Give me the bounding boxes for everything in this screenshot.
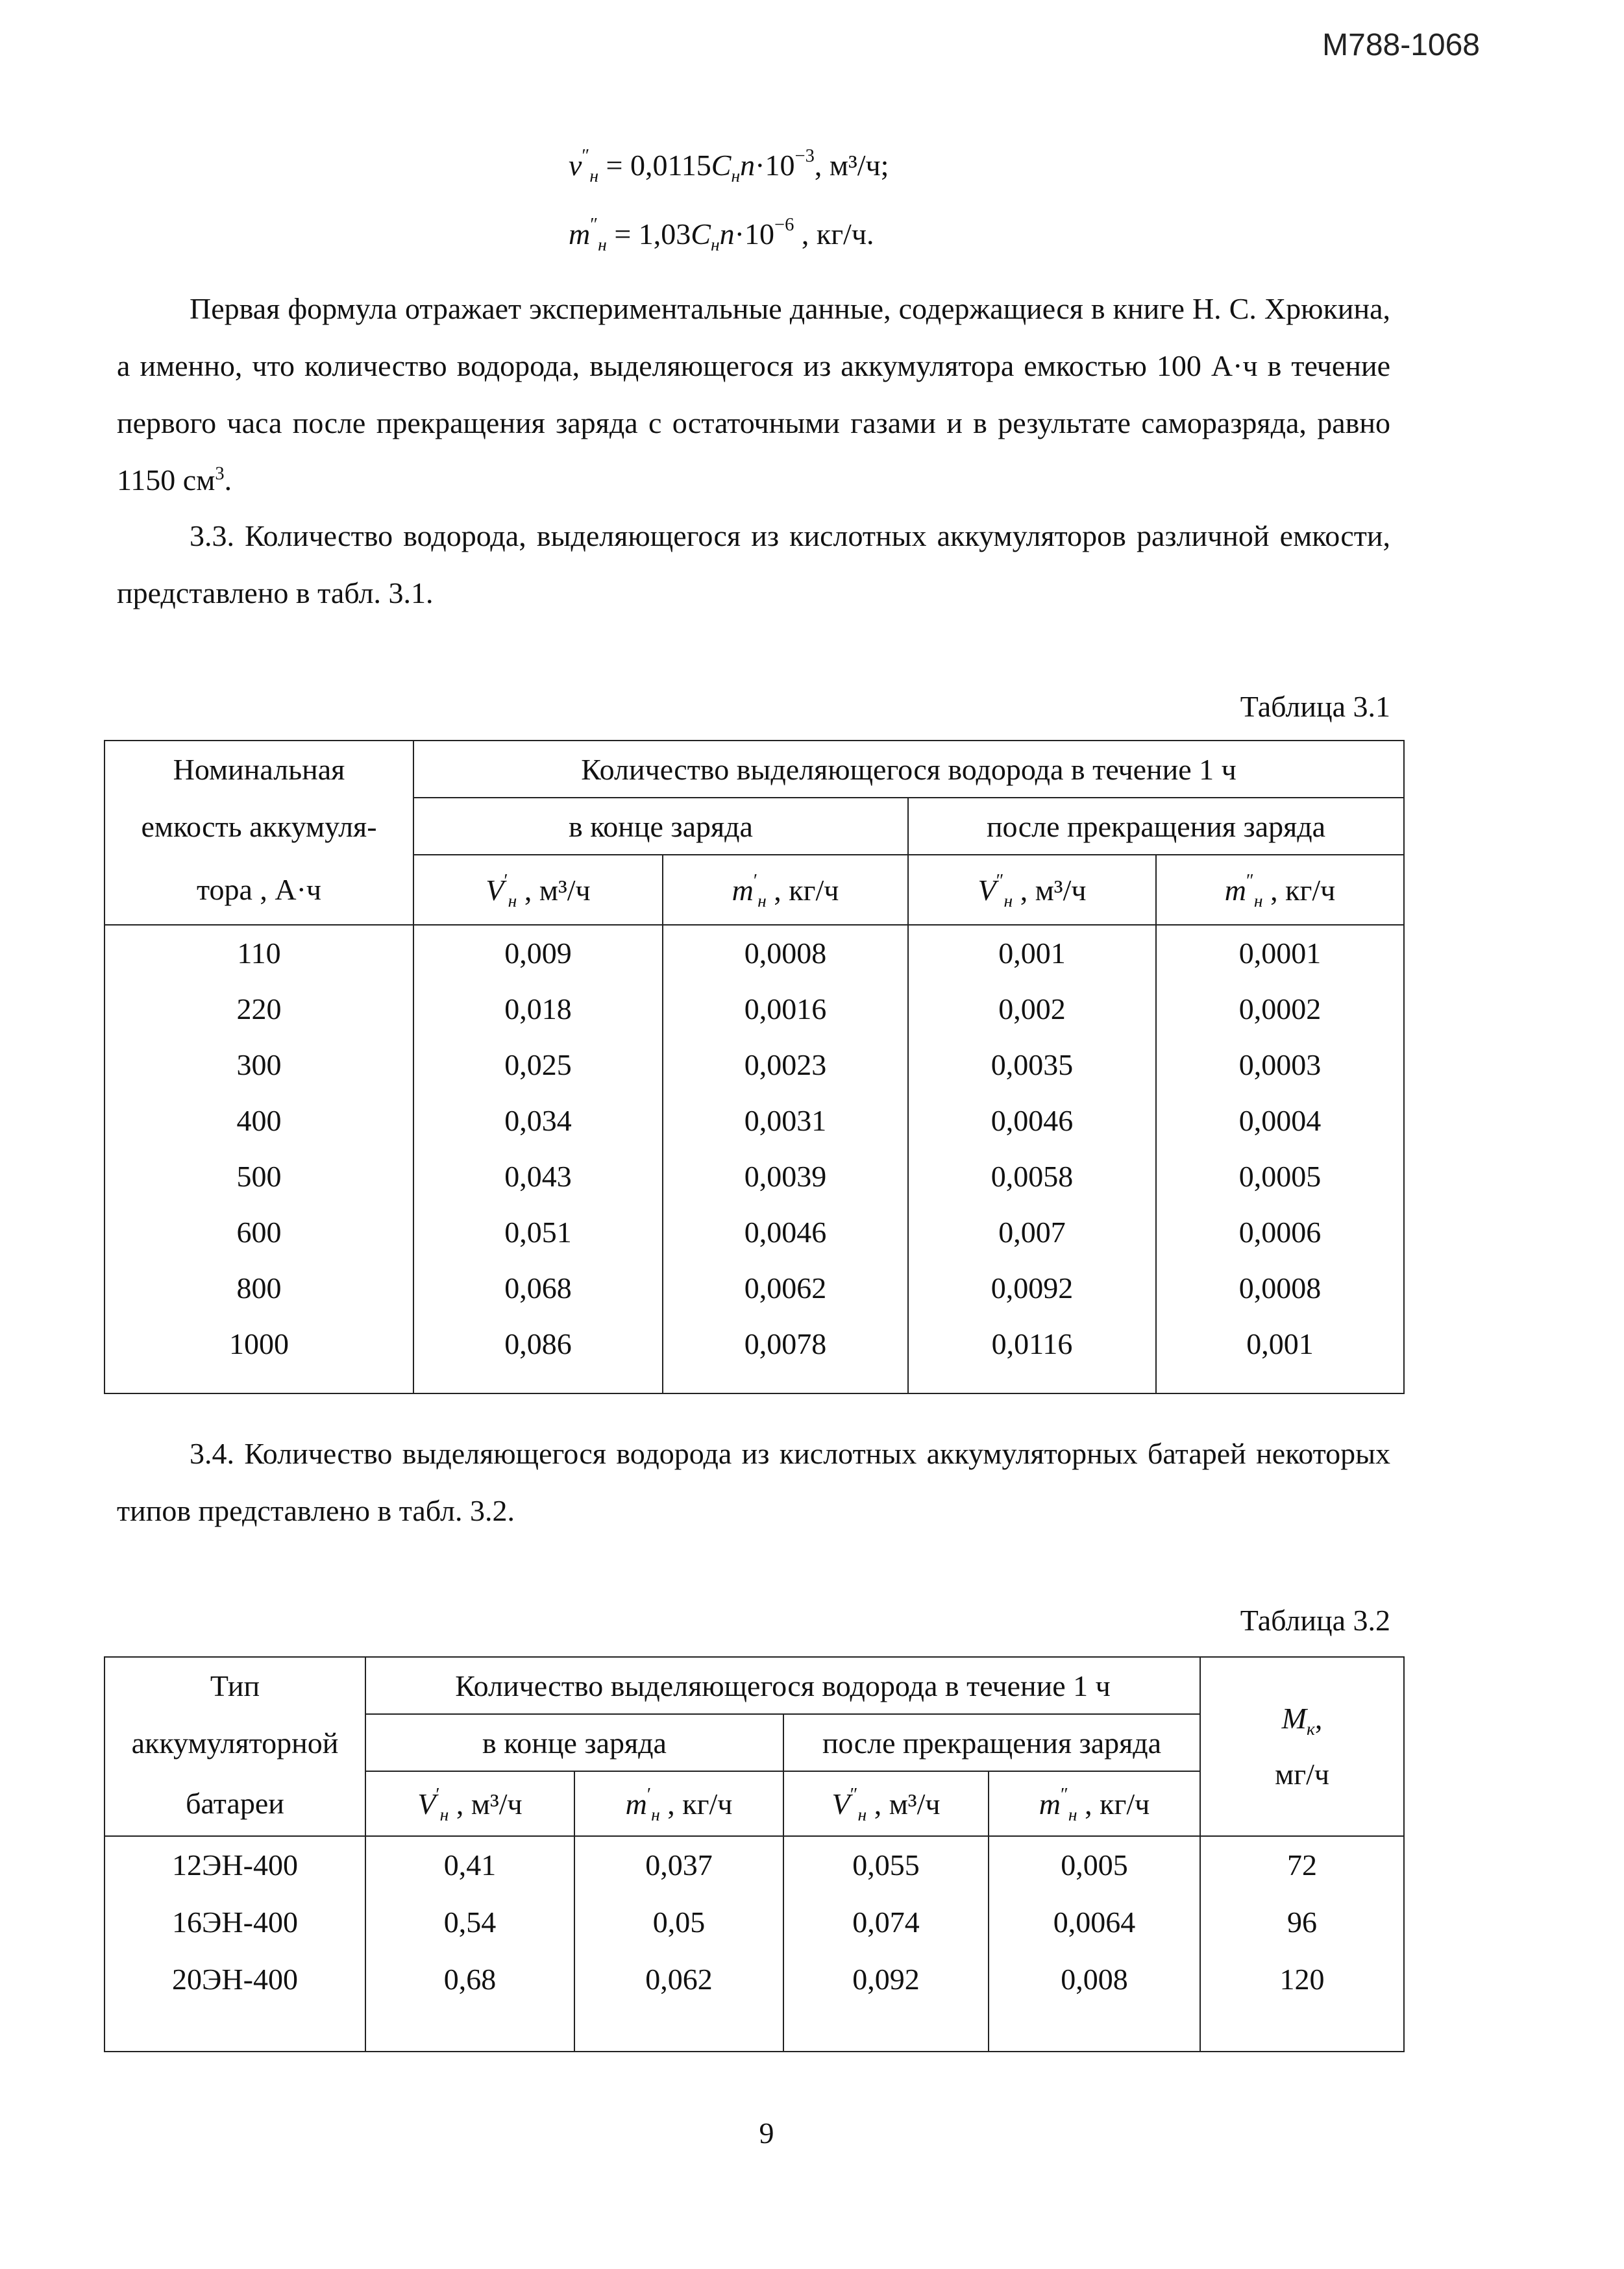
table-1-cell: 0,0005 xyxy=(1156,1148,1404,1204)
table-1-cell: 0,002 xyxy=(908,981,1156,1036)
formula-1-lhs-sub: н xyxy=(589,166,599,186)
table-2-cell: 0,54 xyxy=(365,1893,574,1950)
table-1-cell: 0,0046 xyxy=(908,1092,1156,1148)
table-1-cell: 600 xyxy=(105,1204,413,1260)
formula-2-lhs: m xyxy=(569,217,591,251)
formula-1-c-sub: н xyxy=(731,166,741,186)
table-1-cell: 0,0016 xyxy=(663,981,908,1036)
table-2-row xyxy=(105,1950,1404,2007)
table-1-padding-cell xyxy=(663,1371,908,1393)
table-1-cell: 0,034 xyxy=(413,1092,663,1148)
table-1-cell: 0,0008 xyxy=(1156,1260,1404,1316)
table-2-padding-row xyxy=(105,2007,1404,2052)
table-2-head-last-unit: мг/ч xyxy=(1275,1758,1329,1791)
formula-2 xyxy=(569,215,874,255)
table-1-row xyxy=(105,1036,1404,1092)
table-1-cell: 110 xyxy=(105,925,413,981)
table-2-head-col0-line3: батареи xyxy=(105,1771,365,1836)
table-1-cell: 500 xyxy=(105,1148,413,1204)
table-2-head-last-sym: $M_к$, xyxy=(1281,1702,1323,1739)
formula-1-lhs-sup: ″ xyxy=(582,146,590,167)
table-1-cell: 0,001 xyxy=(908,925,1156,981)
paragraph-2: 3.3. Количество водорода, выделяющегося из кислотных аккумуляторов различной емкости, представлено в табл. 3.1. xyxy=(117,519,1390,609)
table-2-head-last xyxy=(1200,1657,1404,1836)
table-2-cell: 0,008 xyxy=(989,1950,1200,2007)
table-1-cell: 0,007 xyxy=(908,1204,1156,1260)
formula-1-c: C xyxy=(711,149,732,182)
table-1-cell: 0,0062 xyxy=(663,1260,908,1316)
table-1-cell: 0,0006 xyxy=(1156,1204,1404,1260)
table-2-cell: 0,092 xyxy=(783,1950,989,2007)
table-1-cell: 0,0116 xyxy=(908,1316,1156,1371)
table-2-head-group1: в конце заряда xyxy=(365,1714,783,1771)
table-2-title: Таблица 3.2 xyxy=(1240,1604,1390,1637)
table-1-head-group2: после прекращения заряда xyxy=(908,798,1404,855)
table-2-head-group2: после прекращения заряда xyxy=(783,1714,1200,1771)
table-2-cell: 0,074 xyxy=(783,1893,989,1950)
formula-2-mult: ·10 xyxy=(734,217,774,251)
table-1-row xyxy=(105,1316,1404,1371)
table-1-cell: 0,0002 xyxy=(1156,981,1404,1036)
table-1-head-col0-line3: тора , А·ч xyxy=(105,855,413,925)
table-1-cell: 0,0003 xyxy=(1156,1036,1404,1092)
formula-2-n: n xyxy=(719,217,735,251)
table-1-cell: 0,0058 xyxy=(908,1148,1156,1204)
formula-2-lhs-sub: н xyxy=(598,234,607,255)
paragraph-1-sup: 3 xyxy=(215,463,225,484)
formula-1-pow: −3 xyxy=(794,146,815,167)
table-2-head-col0-line1: Тип xyxy=(105,1657,365,1714)
table-2-cell: 20ЭН-400 xyxy=(105,1950,365,2007)
formula-1-n: n xyxy=(740,149,756,182)
table-2-body xyxy=(105,1836,1404,2052)
page-number: 9 xyxy=(759,2116,774,2150)
table-1-subhead-2: $m'_н$ , кг/ч xyxy=(663,855,908,925)
table-2-cell: 0,005 xyxy=(989,1836,1200,1893)
table-1-subhead-3: $V''_н$ , м³/ч xyxy=(908,855,1156,925)
table-1-cell: 800 xyxy=(105,1260,413,1316)
table-1-cell: 0,068 xyxy=(413,1260,663,1316)
table-1-subhead-4: $m''_н$ , кг/ч xyxy=(1156,855,1404,925)
formula-1-unit: , м³/ч; xyxy=(814,149,889,182)
table-1-cell: 0,018 xyxy=(413,981,663,1036)
table-2-padding-cell xyxy=(574,2007,783,2052)
table-1-row xyxy=(105,1260,1404,1316)
table-2-padding-cell xyxy=(783,2007,989,2052)
formula-2-coef: = 1,03 xyxy=(606,217,691,251)
paragraph-1 xyxy=(117,280,1390,509)
table-2-cell: 0,41 xyxy=(365,1836,574,1893)
table-1-cell: 0,086 xyxy=(413,1316,663,1371)
table-1-subhead-1: $V'_н$ , м³/ч xyxy=(413,855,663,925)
table-2-row xyxy=(105,1836,1404,1893)
table-2 xyxy=(104,1656,1405,2052)
table-1-row xyxy=(105,1148,1404,1204)
table-1-cell: 0,0031 xyxy=(663,1092,908,1148)
paragraph-1-end: . xyxy=(224,463,232,497)
table-1-head-col0-line2: емкость аккумуля- xyxy=(105,798,413,855)
table-1-row xyxy=(105,925,1404,981)
table-2-padding-cell xyxy=(105,2007,365,2052)
table-2-padding-cell xyxy=(989,2007,1200,2052)
table-1-cell: 0,0004 xyxy=(1156,1092,1404,1148)
table-2-cell: 0,055 xyxy=(783,1836,989,1893)
formula-2-pow: −6 xyxy=(774,215,794,236)
table-2-cell: 12ЭН-400 xyxy=(105,1836,365,1893)
table-1-padding-cell xyxy=(1156,1371,1404,1393)
table-2-subhead-4: $m''_н$ , кг/ч xyxy=(989,1771,1200,1836)
table-2-cell: 0,062 xyxy=(574,1950,783,2007)
table-1-cell: 0,0078 xyxy=(663,1316,908,1371)
formula-2-unit: , кг/ч. xyxy=(794,217,874,251)
table-2-cell: 0,05 xyxy=(574,1893,783,1950)
formula-2-lhs-sup: ″ xyxy=(590,215,598,236)
table-1-row xyxy=(105,1092,1404,1148)
table-1 xyxy=(104,740,1405,1394)
table-1-cell: 220 xyxy=(105,981,413,1036)
table-1-padding-cell xyxy=(105,1371,413,1393)
table-1-title: Таблица 3.1 xyxy=(1240,690,1390,723)
table-1-cell: 400 xyxy=(105,1092,413,1148)
table-1-cell: 0,0023 xyxy=(663,1036,908,1092)
table-2-cell: 0,037 xyxy=(574,1836,783,1893)
table-1-cell: 0,025 xyxy=(413,1036,663,1092)
table-1-cell: 1000 xyxy=(105,1316,413,1371)
paragraph-1-text: Первая формула отражает экспериментальные данные, содержащиеся в книге Н. С. Хрюкина, а именно, что количество водорода, выделяющегося из аккумулятора емкостью 100 А·ч в течение первого часа после прекращения заряда с остаточными газами и в результате саморазряда, равно 1150 см xyxy=(117,292,1390,497)
table-2-cell: 0,68 xyxy=(365,1950,574,2007)
document-code: М788-1068 xyxy=(1322,28,1480,62)
table-1-cell: 0,0092 xyxy=(908,1260,1156,1316)
table-1-padding-cell xyxy=(413,1371,663,1393)
table-1-body xyxy=(105,925,1404,1393)
table-1-row xyxy=(105,1204,1404,1260)
table-1-padding-row xyxy=(105,1371,1404,1393)
table-2-subhead-1: $V'_н$ , м³/ч xyxy=(365,1771,574,1836)
table-2-cell: 72 xyxy=(1200,1836,1404,1893)
table-2-subhead-3: $V''_н$ , м³/ч xyxy=(783,1771,989,1836)
formula-2-c: C xyxy=(691,217,711,251)
table-2-row xyxy=(105,1893,1404,1950)
table-1-cell: 0,043 xyxy=(413,1148,663,1204)
table-2-padding-cell xyxy=(365,2007,574,2052)
table-2-head-col0-line2: аккумуляторной xyxy=(105,1714,365,1771)
table-2-padding-cell xyxy=(1200,2007,1404,2052)
table-1-head-main: Количество выделяющегося водорода в течение 1 ч xyxy=(413,741,1404,798)
formula-1-mult: ·10 xyxy=(755,149,795,182)
table-1-row xyxy=(105,981,1404,1036)
table-2-cell: 16ЭН-400 xyxy=(105,1893,365,1950)
table-2-subhead-2: $m'_н$ , кг/ч xyxy=(574,1771,783,1836)
table-2-head-main: Количество выделяющегося водорода в течение 1 ч xyxy=(365,1657,1200,1714)
table-1-head-col0-line1: Номинальная xyxy=(105,741,413,798)
table-1-cell: 0,051 xyxy=(413,1204,663,1260)
formula-1 xyxy=(569,146,889,186)
table-1-cell: 300 xyxy=(105,1036,413,1092)
table-1-padding-cell xyxy=(908,1371,1156,1393)
table-2-cell: 96 xyxy=(1200,1893,1404,1950)
formula-2-c-sub: н xyxy=(710,234,720,255)
table-2-cell: 0,0064 xyxy=(989,1893,1200,1950)
table-1-cell: 0,0035 xyxy=(908,1036,1156,1092)
table-1-cell: 0,001 xyxy=(1156,1316,1404,1371)
table-1-cell: 0,009 xyxy=(413,925,663,981)
paragraph-3: 3.4. Количество выделяющегося водорода из кислотных аккумуляторных батарей некоторых типов представлено в табл. 3.2. xyxy=(117,1437,1390,1527)
formula-1-coef: = 0,0115 xyxy=(598,149,711,182)
table-2-cell: 120 xyxy=(1200,1950,1404,2007)
table-1-cell: 0,0001 xyxy=(1156,925,1404,981)
formula-1-lhs: v xyxy=(569,149,582,182)
table-1-head-group1: в конце заряда xyxy=(413,798,908,855)
table-1-cell: 0,0046 xyxy=(663,1204,908,1260)
table-1-cell: 0,0039 xyxy=(663,1148,908,1204)
table-1-cell: 0,0008 xyxy=(663,925,908,981)
